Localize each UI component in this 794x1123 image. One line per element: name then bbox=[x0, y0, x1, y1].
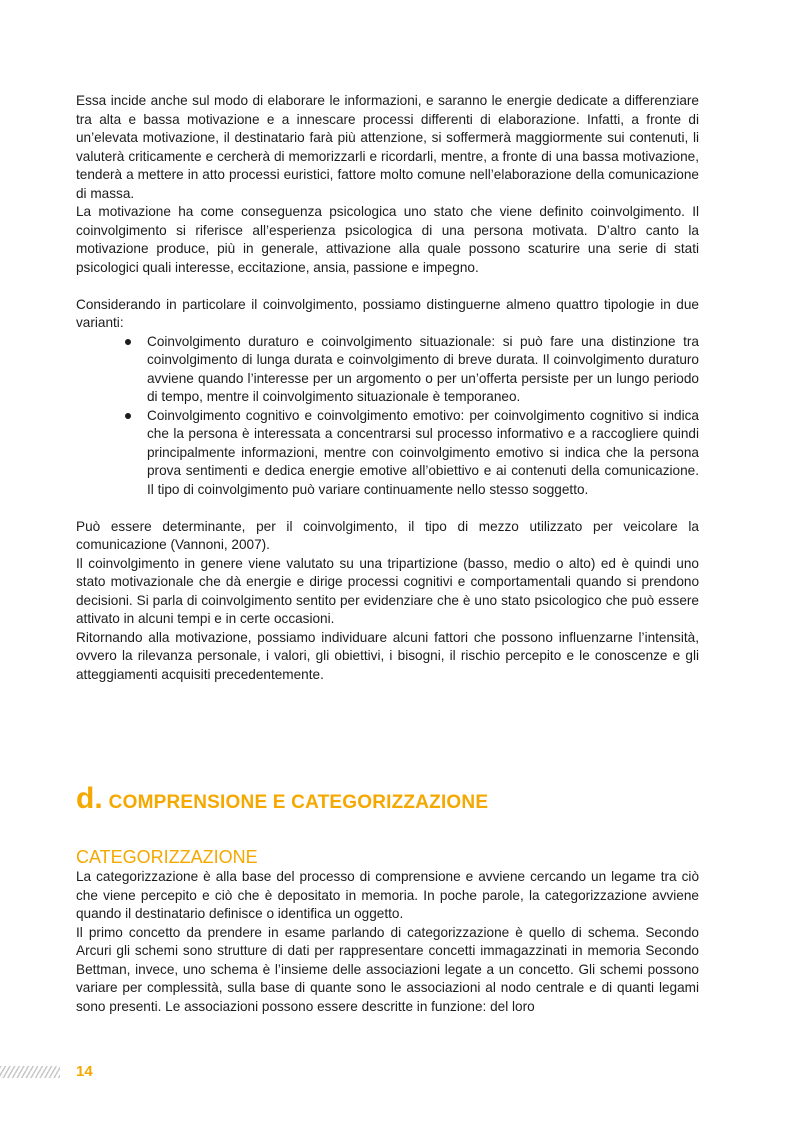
list-item bbox=[76, 333, 699, 407]
bullet-icon bbox=[125, 413, 131, 419]
section-title: COMPRENSIONE E CATEGORIZZAZIONE bbox=[108, 792, 489, 813]
paragraph: Può essere determinante, per il coinvolgimento, il tipo di mezzo utilizzato per veicolare la comunicazione (Vannoni, 2007). bbox=[76, 518, 699, 552]
hatch-decoration bbox=[0, 1066, 60, 1078]
list-item-text: Coinvolgimento cognitivo e coinvolgimento emotivo: per coinvolgimento cognitivo si indica che la persona è interessata a concentrarsi sul processo informativo e a raccogliere quindi principalmente informazioni, mentre con coinvolgimento emotivo si indica che la persona prova sentimenti e dedica energie emotive all’obiettivo e ai contenuti della comunicazione. Il tipo di coinvolgimento può variare continuamente nello stesso soggetto. bbox=[147, 407, 699, 497]
paragraph-list-intro: Considerando in particolare il coinvolgimento, possiamo distinguerne almeno quattro tipologie in due varianti: bbox=[76, 296, 699, 330]
paragraph: Ritornando alla motivazione, possiamo individuare alcuni fattori che possono influenzarne l’intensità, ovvero la rilevanza personale, i valori, gli obiettivi, i bisogni, il rischio percepito e le conoscenze e gli atteggiamenti acquisiti precedentemente. bbox=[76, 629, 699, 682]
subheading: CATEGORIZZAZIONE bbox=[76, 847, 258, 867]
paragraph: Essa incide anche sul modo di elaborare le informazioni, e saranno le energie dedicate a differenziare tra alta e bassa motivazione e a innescare processi differenti di elaborazione. Infatti, a fronte di un’elevata motivazione, il destinatario farà più attenzione, si soffermerà maggiormente sui contenuti, li valuterà criticamente e cercherà di memorizzarli e ricordarli, mentre, a fronte di una bassa motivazione, tenderà a mettere in atto processi euristici, fattore molto comune nell’elaborazione della comunicazione di massa. bbox=[76, 93, 699, 201]
body-text-top bbox=[76, 92, 699, 684]
paragraph: Il primo concetto da prendere in esame parlando di categorizzazione è quello di schema. Secondo Arcuri gli schemi sono strutture di dati per rappresentare concetti immagazzinati in memoria Secondo Bettman, invece, uno schema è l’insieme delle associazioni legate a un concetto. Gli schemi possono variare per complessità, sulla base di quante sono le associazioni al nodo centrale e di quanti legami sono presenti. Le associazioni possono essere descritte in funzione: del loro bbox=[76, 924, 699, 1014]
paragraph: Il coinvolgimento in genere viene valutato su una tripartizione (basso, medio o alto) ed è quindi uno stato motivazionale che dà energie e dirige processi cognitivi e comportamentali quando si prendono decisioni. Si parla di coinvolgimento sentito per evidenziare che è uno stato psicologico che può essere attivato in alcuni tempi e in certe occasioni. bbox=[76, 555, 699, 626]
bullet-list bbox=[76, 333, 699, 500]
section-letter: d. bbox=[76, 782, 103, 815]
paragraph: La motivazione ha come conseguenza psicologica uno stato che viene definito coinvolgimento. Il coinvolgimento si riferisce all’esperienza psicologica di una persona motivata. D’altro canto la motivazione produce, più in generale, attivazione alla quale possono scaturire una serie di stati psicologici quali interesse, eccitazione, ansia, passione e impegno. bbox=[76, 204, 699, 275]
page-footer bbox=[0, 1062, 120, 1082]
list-item-text: Coinvolgimento duraturo e coinvolgimento situazionale: si può fare una distinzione tra coinvolgimento di lunga durata e coinvolgimento di breve durata. Il coinvolgimento duraturo avviene quando l’interesse per un argomento o per un’offerta persiste per un lungo periodo di tempo, mentre il coinvolgimento situazionale è temporaneo. bbox=[147, 333, 699, 404]
paragraph: La categorizzazione è alla base del processo di comprensione e avviene cercando un legame tra ciò che viene percepito e ciò che è depositato in memoria. In poche parole, la categorizzazione avviene quando il destinatario definisce o identifica un oggetto. bbox=[76, 869, 699, 921]
list-item bbox=[76, 407, 699, 500]
page-number: 14 bbox=[76, 1063, 93, 1080]
body-text-bottom bbox=[76, 846, 699, 1016]
section-heading bbox=[76, 782, 489, 815]
bullet-icon bbox=[125, 339, 131, 345]
